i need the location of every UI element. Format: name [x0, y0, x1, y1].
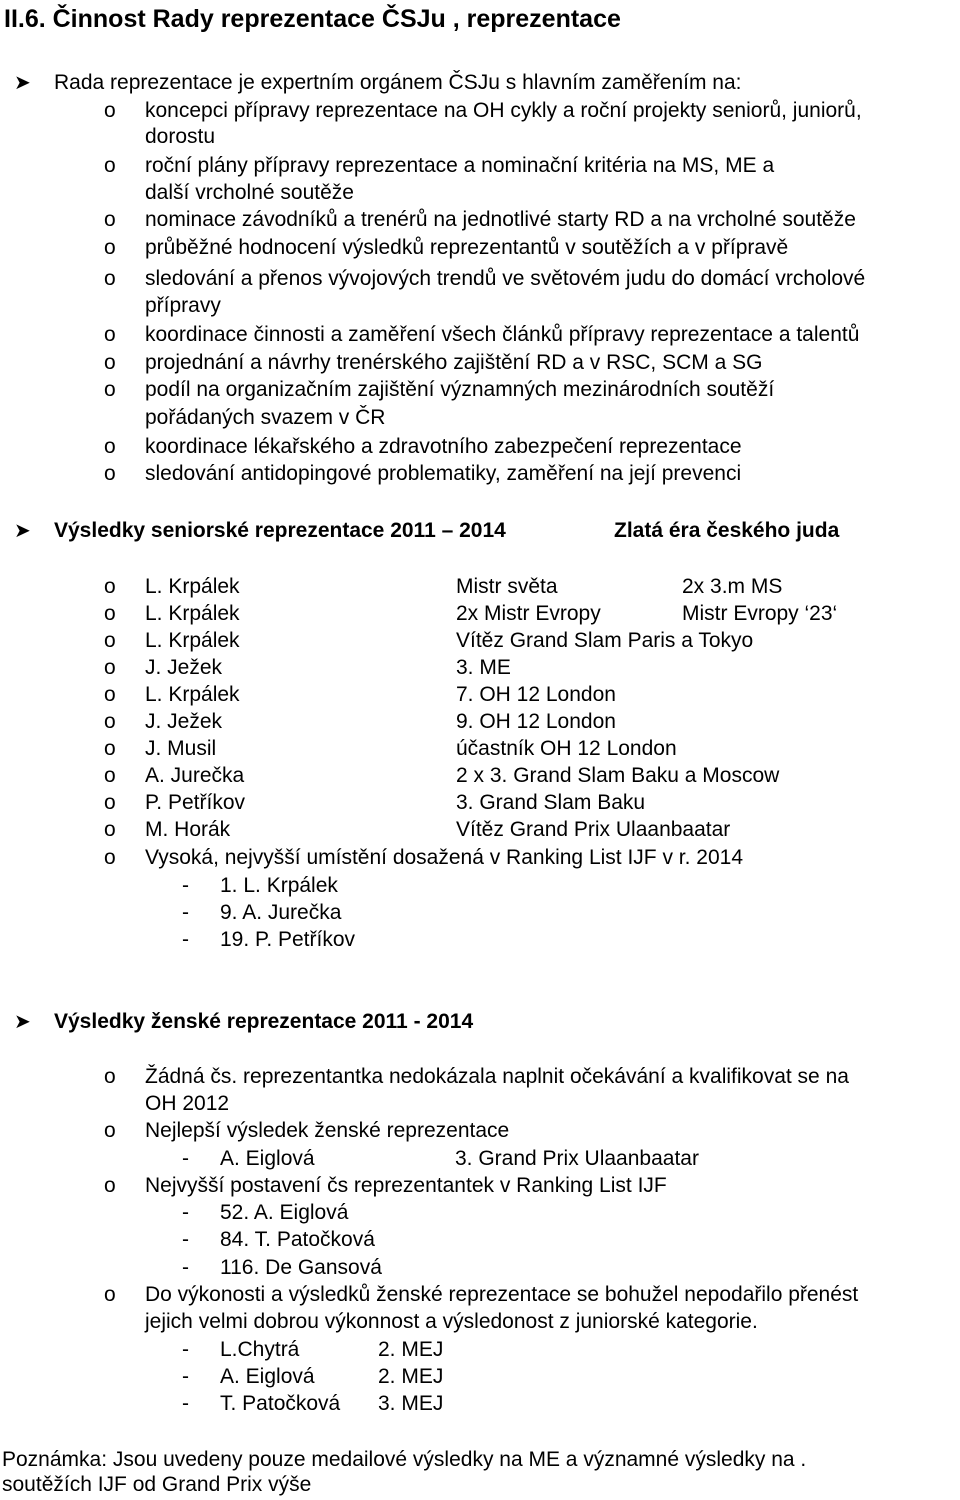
bullet-icon: o	[104, 656, 116, 679]
sub-result: 3. MEJ	[378, 1392, 444, 1415]
result-extra: 2x 3.m MS	[682, 575, 783, 598]
dash-bullet: -	[182, 928, 189, 951]
ranking-entry: 84. T. Patočková	[220, 1228, 375, 1251]
bullet-icon: o	[104, 818, 116, 841]
result-value: 9. OH 12 London	[456, 710, 616, 733]
result-name: L. Krpálek	[145, 575, 240, 598]
bullet-icon: o	[104, 764, 116, 787]
result-value: 7. OH 12 London	[456, 683, 616, 706]
bullet-icon: o	[104, 737, 116, 760]
bullet-icon: o	[104, 378, 116, 401]
list-item: projednání a návrhy trenérského zajištění RD a v RSC, SCM a SG	[145, 351, 763, 374]
bullet-icon: o	[104, 462, 116, 485]
sub-result: 2. MEJ	[378, 1365, 444, 1388]
bullet-icon: o	[104, 99, 116, 122]
bullet-icon: o	[104, 683, 116, 706]
result-value: Vítěz Grand Prix Ulaanbaatar	[456, 818, 731, 841]
list-item: podíl na organizačním zajištění významných mezinárodních soutěží	[145, 378, 775, 401]
ranking-entry: 1. L. Krpálek	[220, 874, 338, 897]
bullet-icon: o	[104, 846, 116, 869]
arrow-bullet-icon: ➤	[14, 72, 31, 94]
list-item: nominace závodníků a trenérů na jednotlivé starty RD a na vrcholné soutěže	[145, 208, 856, 231]
bullet-icon: o	[104, 236, 116, 259]
ranking-entry: 9. A. Jurečka	[220, 901, 342, 924]
dash-bullet: -	[182, 1201, 189, 1224]
dash-bullet: -	[182, 1228, 189, 1251]
sub-name: A. Eiglová	[220, 1147, 315, 1170]
list-item: průběžné hodnocení výsledků reprezentantů v soutěžích a v přípravě	[145, 236, 789, 259]
section1-heading: Rada reprezentace je expertním orgánem ČSJu s hlavním zaměřením na:	[54, 71, 742, 94]
footnote-continuation: soutěžích IJF od Grand Prix výše	[2, 1473, 312, 1496]
list-item: koncepci přípravy reprezentace na OH cykly a roční projekty seniorů, juniorů,	[145, 99, 862, 122]
sub-result: 2. MEJ	[378, 1338, 444, 1361]
bullet-icon: o	[104, 1065, 116, 1088]
result-name: L. Krpálek	[145, 602, 240, 625]
list-item: Žádná čs. reprezentantka nedokázala naplnit očekávání a kvalifikovat se na	[145, 1065, 849, 1088]
bullet-icon: o	[104, 791, 116, 814]
list-item-continuation: jejich velmi dobrou výkonnost a výsledonost z juniorské kategorie.	[145, 1310, 758, 1333]
dash-bullet: -	[182, 1147, 189, 1170]
sub-name: A. Eiglová	[220, 1365, 315, 1388]
result-value: účastník OH 12 London	[456, 737, 677, 760]
result-value: 3. ME	[456, 656, 511, 679]
result-name: J. Ježek	[145, 656, 223, 679]
sub-result: 3. Grand Prix Ulaanbaatar	[455, 1147, 699, 1170]
dash-bullet: -	[182, 901, 189, 924]
list-item-continuation: další vrcholné soutěže	[145, 181, 354, 204]
ranking-item: Vysoká, nejvyšší umístění dosažená v Ranking List IJF v r. 2014	[145, 846, 744, 869]
result-value: 2 x 3. Grand Slam Baku a Moscow	[456, 764, 780, 787]
sub-name: L.Chytrá	[220, 1338, 300, 1361]
result-value: Mistr světa	[456, 575, 558, 598]
bullet-icon: o	[104, 629, 116, 652]
result-value: 2x Mistr Evropy	[456, 602, 601, 625]
page-title: II.6. Činnost Rady reprezentace ČSJu , reprezentace	[4, 5, 621, 33]
list-item: sledování a přenos vývojových trendů ve světovém judu do domácí vrcholové	[145, 267, 866, 290]
result-name: A. Jurečka	[145, 764, 245, 787]
dash-bullet: -	[182, 1365, 189, 1388]
list-item-continuation: dorostu	[145, 125, 216, 148]
section2-heading-right: Zlatá éra českého juda	[614, 519, 840, 542]
dash-bullet: -	[182, 1256, 189, 1279]
bullet-icon: o	[104, 154, 116, 177]
footnote: Poznámka: Jsou uvedeny pouze medailové výsledky na ME a významné výsledky na .	[2, 1448, 807, 1471]
result-value: 3. Grand Slam Baku	[456, 791, 646, 814]
list-item-continuation: OH 2012	[145, 1092, 230, 1115]
list-item: roční plány přípravy reprezentace a nominační kritéria na MS, ME a	[145, 154, 775, 177]
bullet-icon: o	[104, 208, 116, 231]
ranking-entry: 19. P. Petříkov	[220, 928, 356, 951]
result-name: L. Krpálek	[145, 629, 240, 652]
ranking-entry: 52. A. Eiglová	[220, 1201, 349, 1224]
list-item: Nejvyšší postavení čs reprezentantek v Ranking List IJF	[145, 1174, 667, 1197]
list-item: Nejlepší výsledek ženské reprezentace	[145, 1119, 510, 1142]
bullet-icon: o	[104, 1174, 116, 1197]
sub-name: T. Patočková	[220, 1392, 341, 1415]
bullet-icon: o	[104, 602, 116, 625]
bullet-icon: o	[104, 1283, 116, 1306]
result-extra: Mistr Evropy ‘23‘	[682, 602, 838, 625]
bullet-icon: o	[104, 435, 116, 458]
result-name: M. Horák	[145, 818, 231, 841]
list-item: Do výkonosti a výsledků ženské reprezentace se bohužel nepodařilo přenést	[145, 1283, 859, 1306]
result-name: P. Petříkov	[145, 791, 245, 814]
list-item: koordinace činnosti a zaměření všech článků přípravy reprezentace a talentů	[145, 323, 860, 346]
section3-heading: Výsledky ženské reprezentace 2011 - 2014	[54, 1010, 474, 1033]
bullet-icon: o	[104, 710, 116, 733]
list-item: koordinace lékařského a zdravotního zabezpečení reprezentace	[145, 435, 742, 458]
result-name: J. Musil	[145, 737, 217, 760]
bullet-icon: o	[104, 351, 116, 374]
list-item-continuation: pořádaných svazem v ČR	[145, 406, 386, 429]
section2-heading: Výsledky seniorské reprezentace 2011 – 2014	[54, 519, 506, 542]
arrow-bullet-icon: ➤	[14, 1011, 31, 1033]
list-item: sledování antidopingové problematiky, zaměření na její prevenci	[145, 462, 742, 485]
bullet-icon: o	[104, 575, 116, 598]
bullet-icon: o	[104, 267, 116, 290]
dash-bullet: -	[182, 1392, 189, 1415]
result-name: J. Ježek	[145, 710, 223, 733]
dash-bullet: -	[182, 1338, 189, 1361]
result-name: L. Krpálek	[145, 683, 240, 706]
bullet-icon: o	[104, 1119, 116, 1142]
list-item-continuation: přípravy	[145, 294, 221, 317]
ranking-entry: 116. De Gansová	[220, 1256, 382, 1279]
arrow-bullet-icon: ➤	[14, 520, 31, 542]
dash-bullet: -	[182, 874, 189, 897]
result-value: Vítěz Grand Slam Paris a Tokyo	[456, 629, 754, 652]
bullet-icon: o	[104, 323, 116, 346]
